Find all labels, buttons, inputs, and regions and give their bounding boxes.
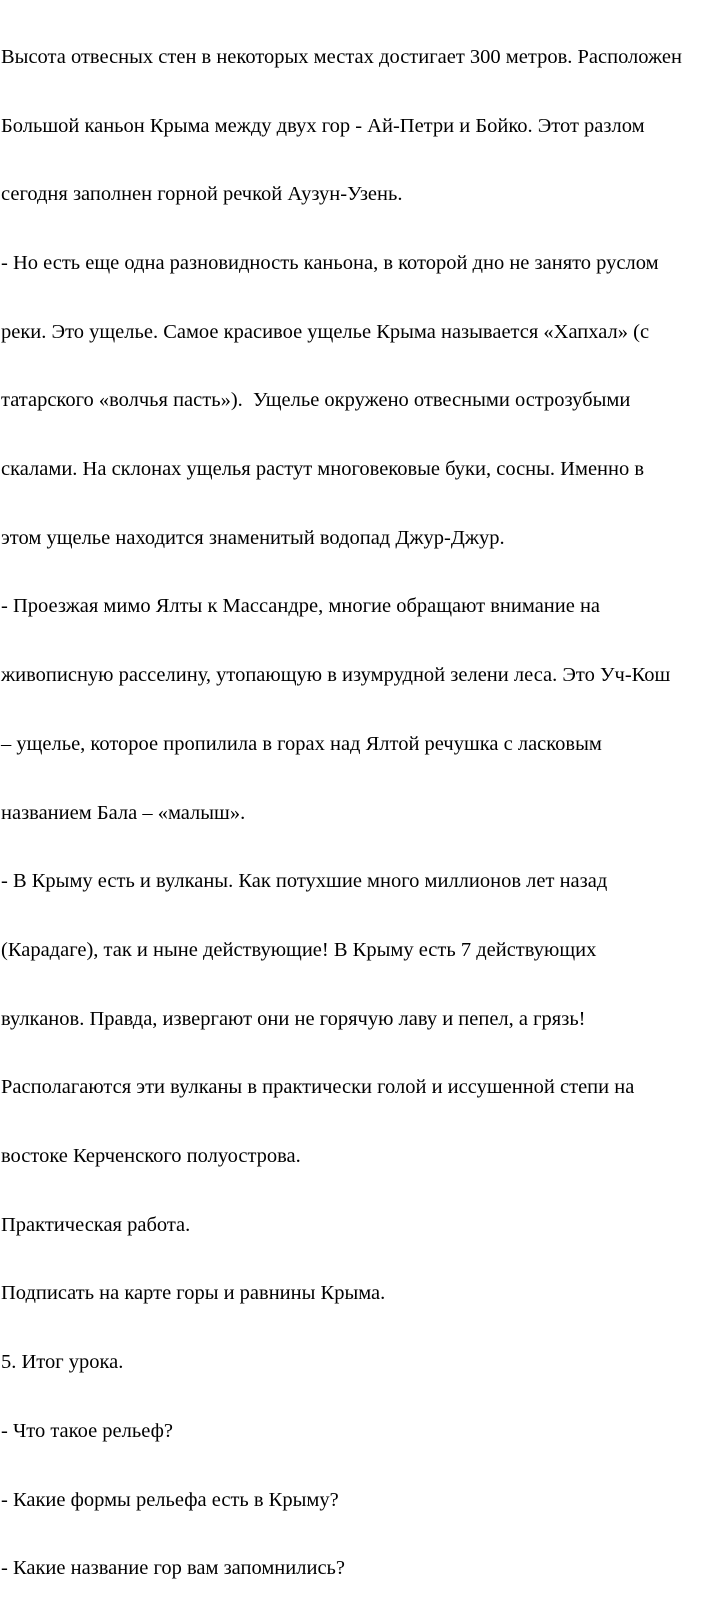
text-line: скалами. На склонах ущелья растут многовековые буки, сосны. Именно в [1, 458, 645, 481]
text-line: татарского «волчья пасть»). Ущелье окружено отвесными острозубыми [1, 389, 631, 412]
text-line: - Проезжая мимо Ялты к Массандре, многие обращают внимание на [1, 595, 601, 618]
question-item: - Какие формы рельефа есть в Крыму? [1, 1488, 339, 1511]
text-line: востоке Керченского полуострова. [1, 1145, 301, 1168]
text-line: - Но есть еще одна разновидность каньона, в которой дно не занято руслом [1, 251, 659, 274]
section-heading-practical-work: Практическая работа. [1, 1213, 191, 1236]
task-line: Подписать на карте горы и равнины Крыма. [1, 1282, 386, 1305]
text-line: вулканов. Правда, извергают они не горячую лаву и пепел, а грязь! [1, 1007, 586, 1030]
section-heading-lesson-summary: 5. Итог урока. [1, 1351, 124, 1374]
text-line: - В Крыму есть и вулканы. Как потухшие много миллионов лет назад [1, 870, 608, 893]
question-item: - Что такое рельеф? [1, 1419, 173, 1442]
text-line: (Карадаге), так и ныне действующие! В Крыму есть 7 действующих [1, 938, 597, 961]
text-line: этом ущелье находится знаменитый водопад Джур-Джур. [1, 526, 505, 549]
text-line: Располагаются эти вулканы в практически голой и иссушенной степи на [1, 1076, 635, 1099]
text-line: сегодня заполнен горной речкой Аузун-Узень. [1, 183, 403, 206]
text-line: – ущелье, которое пропилила в горах над Ялтой речушка с ласковым [1, 732, 602, 755]
text-line: реки. Это ущелье. Самое красивое ущелье Крыма называется «Хапхал» (с [1, 320, 650, 343]
text-line: названием Бала – «малыш». [1, 801, 246, 824]
text-line: живописную расселину, утопающую в изумрудной зелени леса. Это Уч-Кош [1, 664, 671, 687]
question-item: - Какие название гор вам запомнились? [1, 1557, 345, 1580]
document-text [1, 0, 704, 1603]
text-line: Большой каньон Крыма между двух гор - Ай-Петри и Бойко. Этот разлом [1, 114, 645, 137]
text-line: Высота отвесных стен в некоторых местах достигает 300 метров. Расположен [1, 45, 682, 68]
